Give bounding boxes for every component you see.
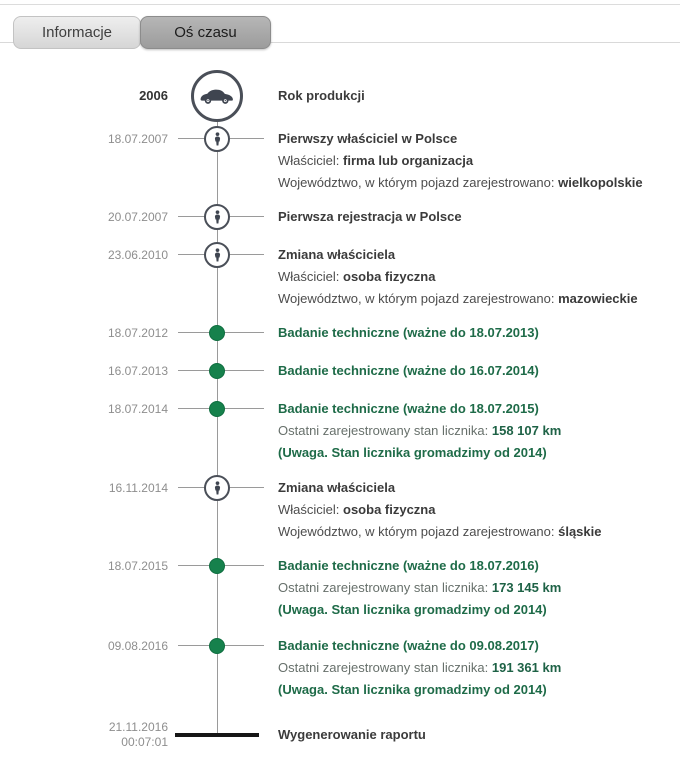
event-detail: Właściciel: osoba fizyczna: [278, 502, 436, 517]
odometer-line: Ostatni zarejestrowany stan licznika: 191 361 km: [278, 660, 562, 675]
event-title: Rok produkcji: [278, 88, 365, 103]
event-date: 16.11.2014: [108, 481, 168, 495]
event-date: 18.07.2014: [107, 402, 168, 416]
event-content: [278, 206, 680, 228]
event-detail: Województwo, w którym pojazd zarejestrowano: wielkopolskie: [278, 175, 643, 190]
inspection-dot: [209, 401, 225, 417]
event-title: Zmiana właściciela: [278, 480, 396, 495]
event-content: [278, 244, 680, 310]
event-marker: [170, 477, 264, 499]
person-icon: [204, 475, 230, 501]
event-detail: Województwo, w którym pojazd zarejestrowano: mazowieckie: [278, 291, 638, 306]
event-marker: [170, 85, 264, 107]
event-title: Pierwszy właściciel w Polsce: [278, 131, 458, 146]
report-bar: [175, 733, 259, 737]
event-date: 20.07.2007: [107, 210, 168, 224]
event-title: Badanie techniczne (ważne do 18.07.2015): [278, 401, 539, 416]
inspection-dot: [209, 558, 225, 574]
top-divider: [0, 4, 680, 5]
event-marker: [170, 244, 264, 266]
event-date: 18.07.2007: [107, 132, 168, 146]
event-detail: Województwo, w którym pojazd zarejestrowano: śląskie: [278, 524, 602, 539]
tab-os-czasu-label: Oś czasu: [174, 24, 237, 41]
event-title: Badanie techniczne (ważne do 09.08.2017): [278, 638, 539, 653]
event-marker: [170, 717, 264, 739]
inspection-dot: [209, 325, 225, 341]
event-content: [278, 555, 680, 621]
event-marker: [170, 635, 264, 657]
odometer-note: (Uwaga. Stan licznika gromadzimy od 2014): [278, 682, 547, 697]
odometer-line: Ostatni zarejestrowany stan licznika: 173 145 km: [278, 580, 562, 595]
odometer-note: (Uwaga. Stan licznika gromadzimy od 2014): [278, 445, 547, 460]
odometer-line: Ostatni zarejestrowany stan licznika: 158 107 km: [278, 423, 562, 438]
event-marker: [170, 360, 264, 382]
tab-informacje-label: Informacje: [41, 24, 113, 41]
event-content: [278, 477, 680, 543]
event-date: 09.08.2016: [107, 639, 168, 653]
event-content: [278, 724, 680, 746]
event-date: 18.07.2012: [107, 326, 168, 340]
tab-informacje[interactable]: [13, 16, 141, 49]
person-icon: [204, 204, 230, 230]
event-content: [278, 322, 680, 344]
inspection-dot: [209, 363, 225, 379]
event-time: 00:07:01: [121, 735, 168, 749]
event-title: Zmiana właściciela: [278, 247, 396, 262]
event-title: Wygenerowanie raportu: [278, 727, 426, 742]
event-date: 21.11.2016 00:07:01: [0, 717, 168, 750]
tab-os-czasu[interactable]: [140, 16, 271, 49]
event-detail: Właściciel: osoba fizyczna: [278, 269, 436, 284]
event-marker: [170, 206, 264, 228]
event-marker: [170, 555, 264, 577]
event-marker: [170, 398, 264, 420]
event-date: 23.06.2010: [107, 248, 168, 262]
person-icon: [204, 242, 230, 268]
event-content: [278, 635, 680, 701]
event-title: Badanie techniczne (ważne do 18.07.2016): [278, 558, 539, 573]
event-content: [278, 398, 680, 464]
event-date: 18.07.2015: [107, 559, 168, 573]
event-content: [278, 128, 680, 194]
event-detail: Właściciel: firma lub organizacja: [278, 153, 474, 168]
car-icon: [191, 70, 243, 122]
person-icon: [204, 126, 230, 152]
event-date: 16.07.2013: [107, 364, 168, 378]
event-content: [278, 360, 680, 382]
event-title: Badanie techniczne (ważne do 18.07.2013): [278, 325, 539, 340]
event-title: Badanie techniczne (ważne do 16.07.2014): [278, 363, 539, 378]
event-content: [278, 85, 680, 107]
event-marker: [170, 322, 264, 344]
event-title: Pierwsza rejestracja w Polsce: [278, 209, 462, 224]
event-marker: [170, 128, 264, 150]
event-date: 2006: [139, 88, 168, 103]
odometer-note: (Uwaga. Stan licznika gromadzimy od 2014): [278, 602, 547, 617]
inspection-dot: [209, 638, 225, 654]
